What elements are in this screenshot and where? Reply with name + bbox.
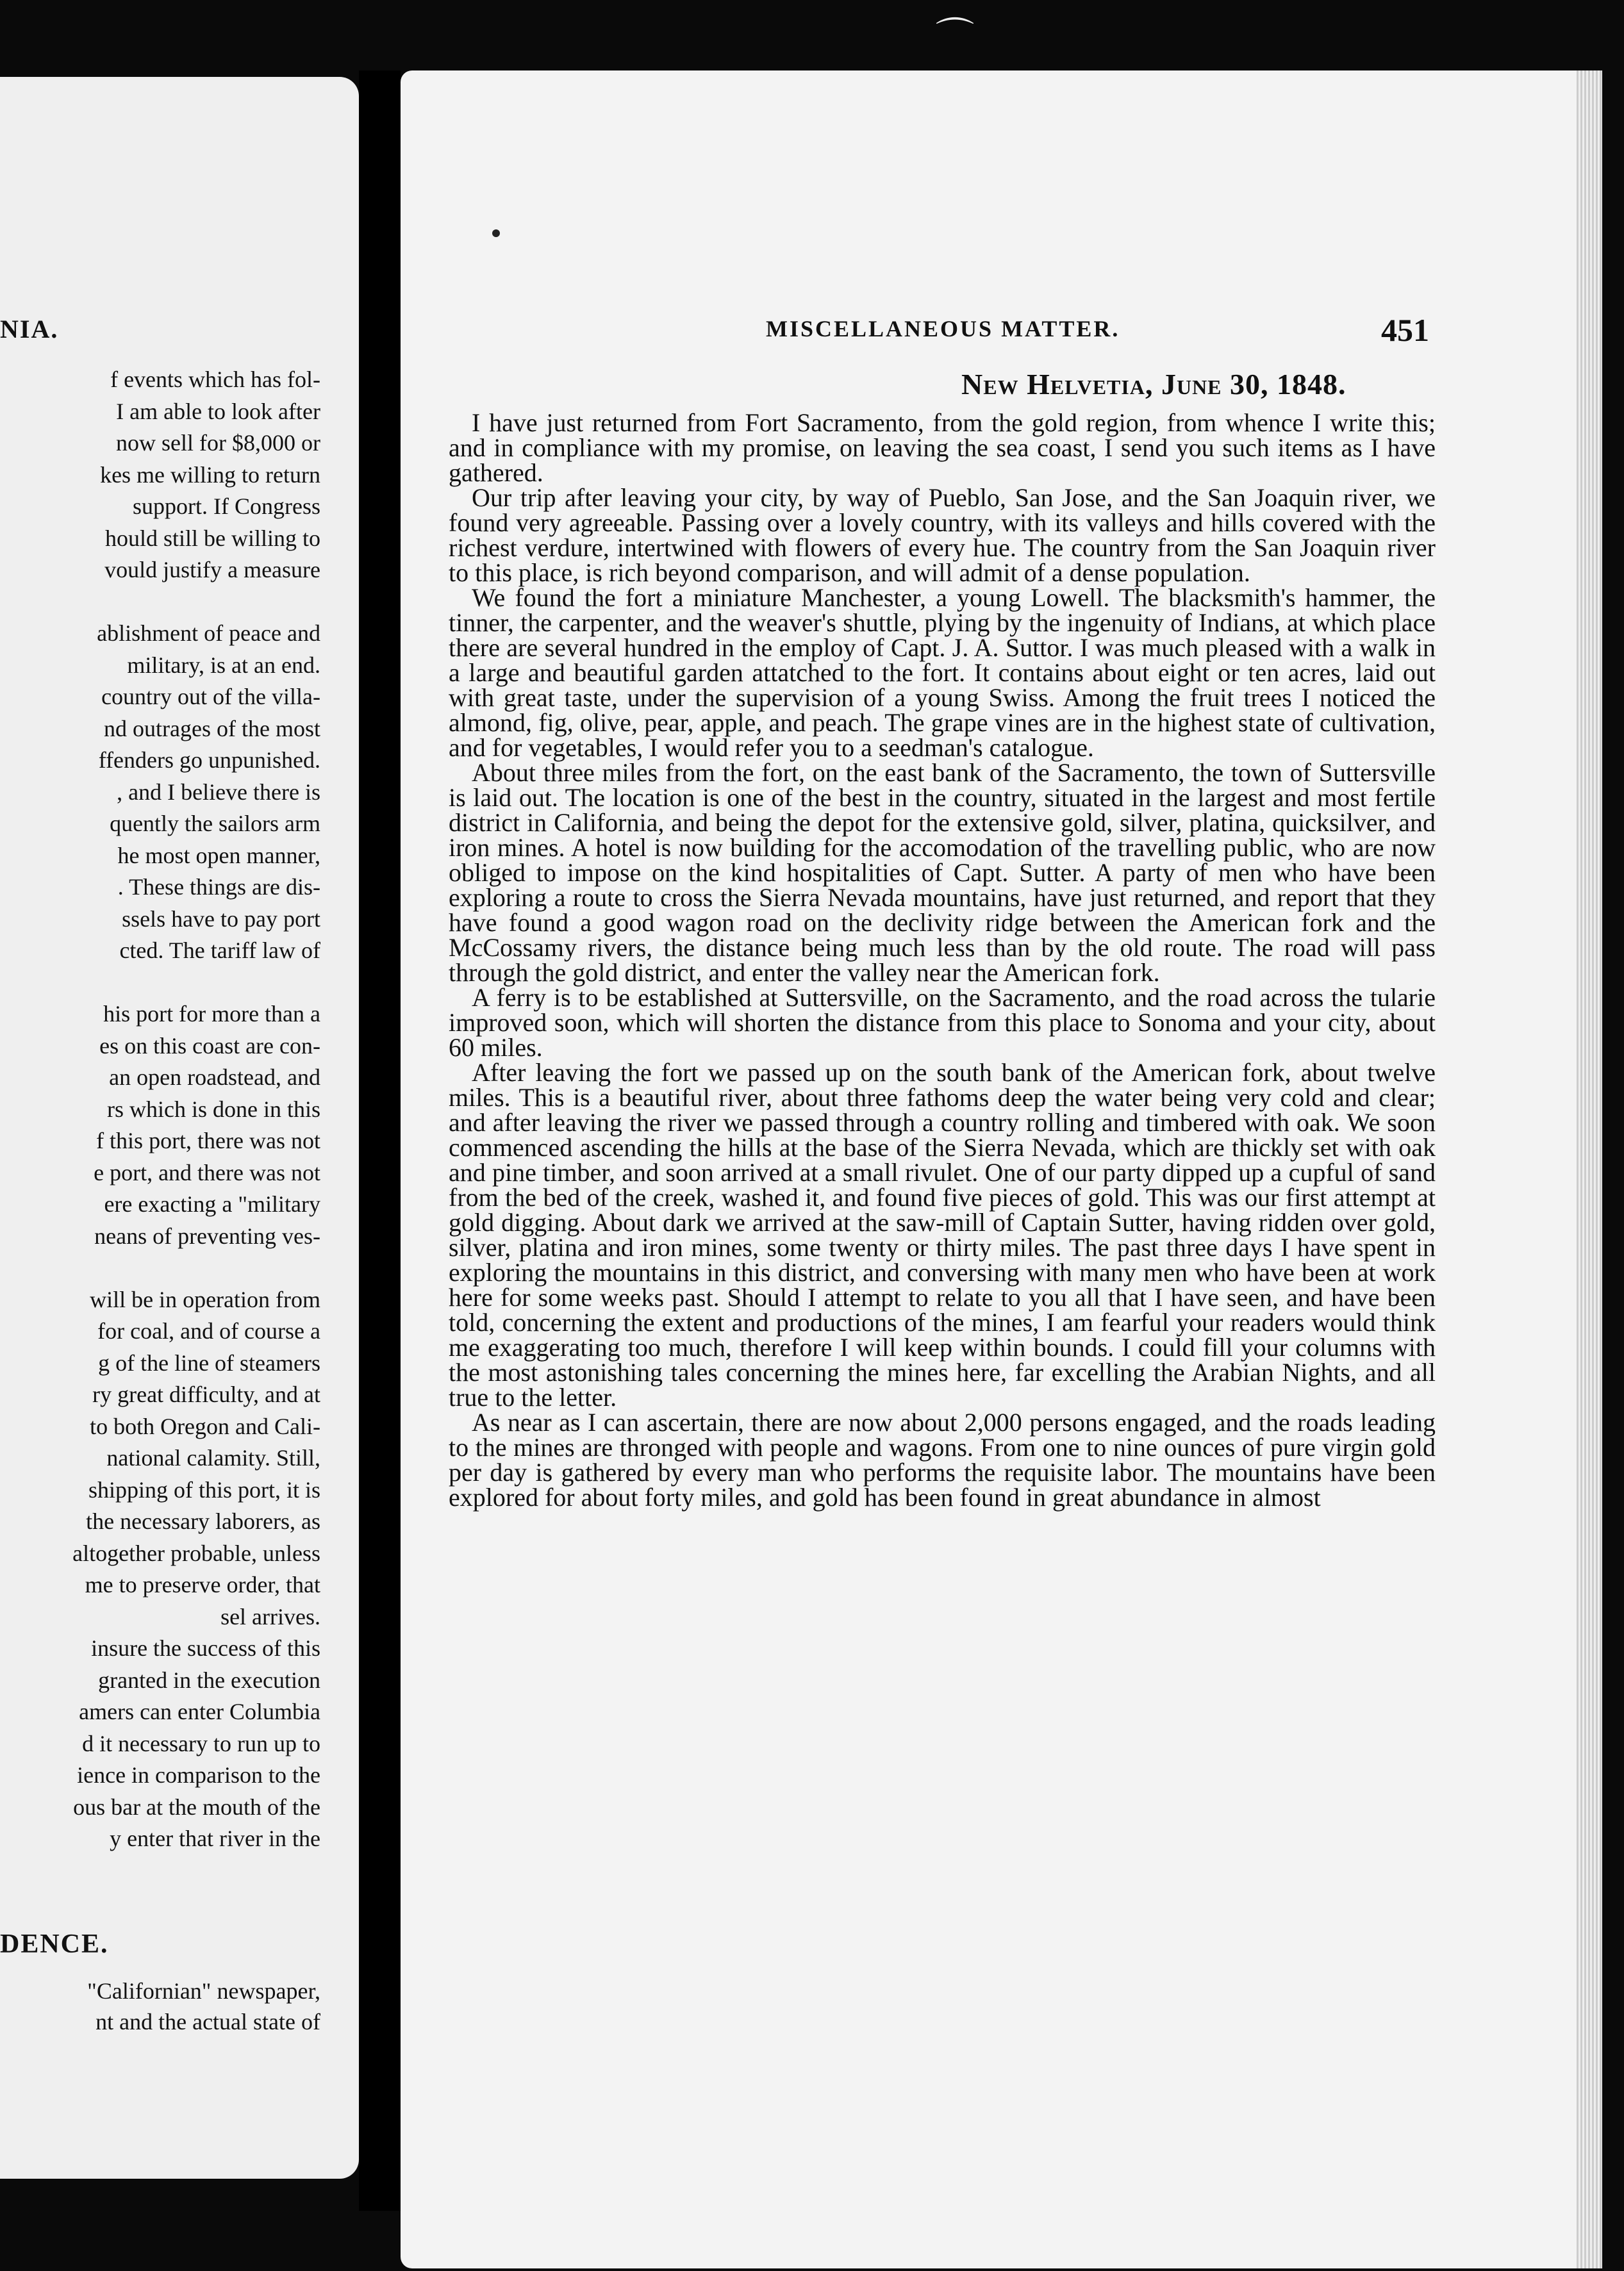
left-text-line: g of the line of steamers xyxy=(98,1350,320,1376)
left-text-line: f this port, there was not xyxy=(96,1128,320,1153)
left-text-line: amers can enter Columbia xyxy=(79,1699,320,1724)
dateline: New Helvetia, June 30, 1848. xyxy=(961,368,1346,401)
left-text-line: support. If Congress xyxy=(133,493,320,519)
left-text-line: country out of the villa- xyxy=(101,684,320,709)
left-footer-line: nt and the actual state of xyxy=(95,2009,320,2035)
left-text-line: an open roadstead, and xyxy=(109,1064,320,1090)
left-text-line: granted in the execution xyxy=(98,1667,320,1693)
left-text-line: kes me willing to return xyxy=(100,461,320,488)
left-text-line: his port for more than a xyxy=(103,1001,320,1027)
left-text-line: e port, and there was not xyxy=(94,1159,320,1185)
left-text-line: neans of preventing ves- xyxy=(94,1223,320,1249)
article-body xyxy=(449,410,1436,1510)
left-text-line: me to preserve order, that xyxy=(85,1572,320,1598)
paragraph: I have just returned from Fort Sacramento, from the gold region, from whence I write this; and in compliance with my promise, on leaving the sea coast, I send you such items as I have gathered. xyxy=(449,408,1436,487)
left-text-line: hould still be willing to xyxy=(104,525,320,551)
left-text-line: d it necessary to run up to xyxy=(82,1730,320,1756)
scratch-mark: ⌒ xyxy=(936,16,974,58)
ink-dot xyxy=(492,229,500,237)
left-text-line: , and I believe there is xyxy=(117,779,320,805)
page-number: 451 xyxy=(1381,312,1429,348)
left-text-line: insure the success of this xyxy=(91,1635,320,1661)
left-text-line: ere exacting a "military xyxy=(104,1191,320,1217)
left-text-line: altogether probable, unless xyxy=(72,1540,320,1566)
left-text-line: he most open manner, xyxy=(117,842,320,868)
paragraph: A ferry is to be established at Suttersville, on the Sacramento, and the road across the tularie improved soon, which will shorten the distance from this place to Sonoma and your city, about 60 miles. xyxy=(449,983,1436,1062)
left-text-line: to both Oregon and Cali- xyxy=(90,1413,320,1439)
left-text-line: ous bar at the mouth of the xyxy=(73,1794,320,1820)
left-text-line: ience in comparison to the xyxy=(77,1762,320,1788)
left-text-line: ssels have to pay port xyxy=(122,905,320,932)
left-text-line: ffenders go unpunished. xyxy=(98,747,320,773)
left-text-line: y enter that river in the xyxy=(110,1826,320,1851)
paragraph: After leaving the fort we passed up on the south bank of the American fork, about twelve miles. This is a beautiful river, about three fathoms deep the water being very cold and clear; and after leaving the river we passed through a country rolling and timbered with oak. We soon commenced ascending the hills at the base of the Sierra Nevada, which are thickly set with oak and pine timber, and soon arrived at a small rivulet. One of our party dipped up a cupful of sand from the bed of the creek, washed it, and found five pieces of gold. This was our first attempt at gold digging. About dark we arrived at the saw-mill of Captain Sutter, having ridden over gold, silver, platina and iron mines, some twenty or thirty miles. The past three days I have spent in exploring the mountains in this district, and conversing with many men who have been at work here for some weeks past. Should I attempt to relate to you all that I have seen, and have been told, concerning the extent and productions of the mines, I am fearful your readers would think me exaggerating too much, therefore I will keep within bounds. I could fill your columns with the most astonishing tales concerning the mines here, far excelling the Arabian Nights, and all true to the letter. xyxy=(449,1058,1436,1412)
left-text-line: es on this coast are con- xyxy=(99,1032,320,1059)
left-text-line: military, is at an end. xyxy=(127,652,320,678)
left-text-line: for coal, and of course a xyxy=(97,1318,320,1344)
left-text-line: national calamity. Still, xyxy=(106,1445,320,1471)
left-text-line: f events which has fol- xyxy=(110,367,320,392)
left-footer-line: "Californian" newspaper, xyxy=(87,1978,320,2004)
left-text-line: shipping of this port, it is xyxy=(88,1476,320,1503)
page-edges xyxy=(1577,70,1602,2268)
paragraph: About three miles from the fort, on the east bank of the Sacramento, the town of Suttersville is laid out. The location is one of the best in the country, situated in the largest and most fertile district in California, and being the depot for the extensive gold, silver, platina, quicksilver, and iron mines. A hotel is now building for the accomodation of the travelling public, who are now obliged to impose on the kind hospitalities of Capt. Sutter. A party of men who have been exploring a route to cross the Sierra Nevada mountains, have just returned, and report that they have found a good wagon road on the declivity ridge between the American fork and the McCossamy rivers, the distance being much less than by the old route. The road will pass through the gold district, and enter the valley near the American fork. xyxy=(449,758,1436,987)
left-text-line: . These things are dis- xyxy=(117,874,320,900)
paragraph: Our trip after leaving your city, by way of Pueblo, San Jose, and the San Joaquin river, we found very agreeable. Passing over a lovely country, with its valleys and hills covered with the richest verdure, intertwined with flowers of every hue. The country from the San Joaquin river to this place, is rich beyond comparison, and will admit of a dense population. xyxy=(449,483,1436,587)
section-heading: DENCE. xyxy=(0,1929,109,1959)
left-text-line: will be in operation from xyxy=(90,1286,320,1312)
left-text-line: sel arrives. xyxy=(220,1603,320,1630)
left-text-line: ry great difficulty, and at xyxy=(92,1382,320,1407)
left-text-line: nd outrages of the most xyxy=(104,715,320,741)
left-page xyxy=(0,77,359,2179)
left-text-line: rs which is done in this xyxy=(107,1096,320,1122)
left-text-line: cted. The tariff law of xyxy=(119,937,320,963)
left-text-line: quently the sailors arm xyxy=(110,811,320,836)
left-running-head: NIA. xyxy=(0,315,59,343)
left-text-line: I am able to look after xyxy=(116,398,320,424)
left-text-line: the necessary laborers, as xyxy=(86,1508,320,1534)
left-text-line: ablishment of peace and xyxy=(97,620,320,646)
left-text-line: vould justify a measure xyxy=(104,557,320,582)
running-head: MISCELLANEOUS MATTER. xyxy=(766,316,1120,342)
paragraph: As near as I can ascertain, there are now about 2,000 persons engaged, and the roads leading to the mines are thronged with people and wagons. From one to nine ounces of pure virgin gold per day is gathered by every man who performs the requisite labor. The mountains have been explored for about forty miles, and gold has been found in great abundance in almost xyxy=(449,1408,1436,1512)
book-gutter xyxy=(359,70,401,2211)
paragraph: We found the fort a miniature Manchester, a young Lowell. The blacksmith's hammer, the tinner, the carpenter, and the weaver's shuttle, plying by the ingenuity of Indians, at which place there are several hundred in the employ of Capt. J. A. Suttor. I was much pleased with a walk in a large and beautiful garden attatched to the fort. It contains about eight or ten acres, laid out with great taste, under the supervision of a young Swiss. Among the fruit trees I noticed the almond, fig, olive, pear, apple, and peach. The grape vines are in the highest state of cultivation, and for vegetables, I would refer you to a seedman's catalogue. xyxy=(449,583,1436,762)
left-text-line: now sell for $8,000 or xyxy=(116,430,320,456)
